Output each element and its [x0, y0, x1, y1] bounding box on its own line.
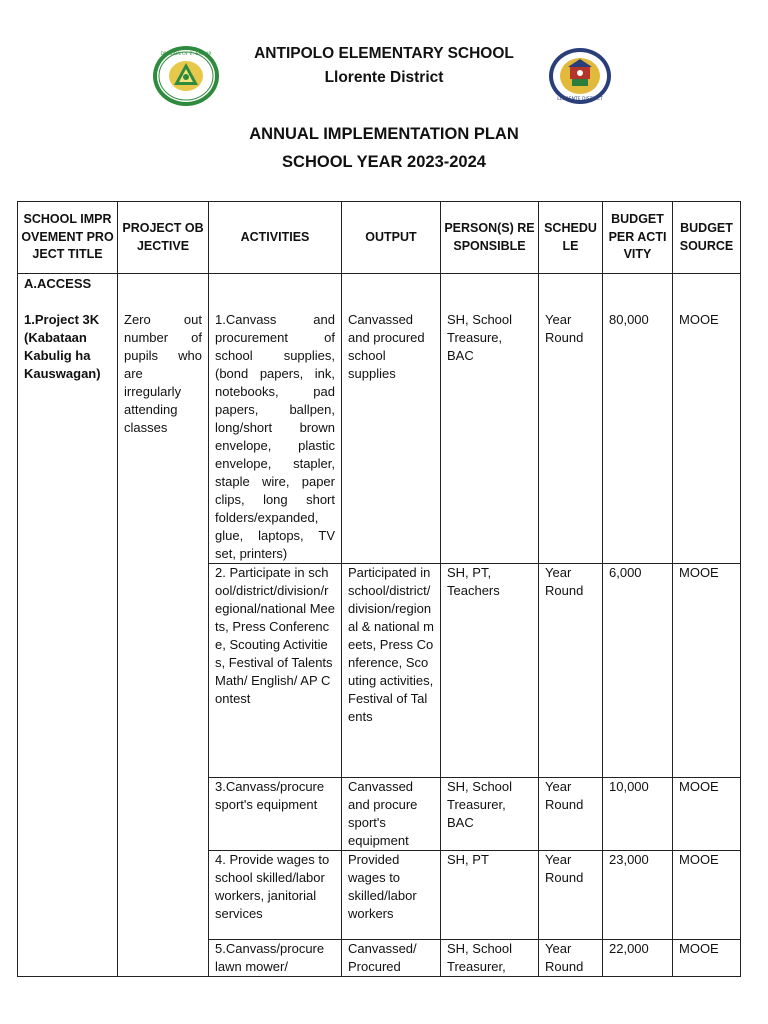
source-cell: MOOE — [673, 274, 741, 564]
budget-cell: 23,000 — [603, 851, 673, 940]
district-name: Llorente District — [324, 69, 444, 86]
source-cell: MOOE — [673, 564, 741, 778]
project-title: 1.Project 3K (Kabataan Kabulig ha Kauswagan) — [24, 312, 101, 381]
persons-cell: SH, School Treasurer, — [441, 940, 539, 977]
column-header: PERSON(S) RESPONSIBLE — [441, 202, 539, 274]
project-objective-cell: Zero out number of pupils who are irregularly attending classes — [118, 274, 209, 977]
schedule-cell: Year Round — [539, 778, 603, 851]
activity-cell: 3.Canvass/procure sport's equipment — [209, 778, 342, 851]
schedule-cell: Year Round — [539, 564, 603, 778]
budget-cell: 80,000 — [603, 274, 673, 564]
budget-cell: 10,000 — [603, 778, 673, 851]
schedule-cell: Year Round — [539, 274, 603, 564]
school-name-block — [0, 42, 768, 90]
column-header: BUDGET SOURCE — [673, 202, 741, 274]
source-cell: MOOE — [673, 778, 741, 851]
persons-cell: SH, PT — [441, 851, 539, 940]
output-cell: Canvassed and procured school supplies — [342, 274, 441, 564]
column-header: OUTPUT — [342, 202, 441, 274]
activity-cell: 5.Canvass/procure lawn mower/ — [209, 940, 342, 977]
source-cell: MOOE — [673, 940, 741, 977]
implementation-plan-table — [17, 201, 741, 977]
table-row — [18, 274, 741, 564]
column-header: SCHOOL IMPROVEMENT PROJECT TITLE — [18, 202, 118, 274]
output-cell: Canvassed and procure sport's equipment — [342, 778, 441, 851]
svg-text:LLORENTE DISTRICT: LLORENTE DISTRICT — [557, 97, 603, 102]
source-cell: MOOE — [673, 851, 741, 940]
output-cell: Canvassed/ Procured — [342, 940, 441, 977]
table-header-row — [18, 202, 741, 274]
budget-cell: 22,000 — [603, 940, 673, 977]
plan-title-block — [0, 120, 768, 176]
schedule-cell: Year Round — [539, 851, 603, 940]
svg-text:DIVISION OF E. SAMAR: DIVISION OF E. SAMAR — [160, 52, 212, 57]
budget-cell: 6,000 — [603, 564, 673, 778]
document-header — [0, 0, 768, 200]
column-header: SCHEDULE — [539, 202, 603, 274]
activity-cell: 2. Participate in school/district/division/regional/national Meets, Press Conference, Scouting Activities, Festival of Talents Math/ English/ AP Contest — [209, 564, 342, 778]
persons-cell: SH, PT, Teachers — [441, 564, 539, 778]
project-title-cell — [18, 274, 118, 977]
section-label: A.ACCESS — [24, 276, 92, 291]
column-header: PROJECT OBJECTIVE — [118, 202, 209, 274]
column-header: BUDGET PER ACTIVITY — [603, 202, 673, 274]
activity-cell: 1.Canvass and procurement of school supplies, (bond papers, ink, notebooks, pad papers, ballpen, long/short brown envelope, plastic envelope, stapler, staple wire, paper clips, long short folders/expanded, glue, laptops, TV set, printers) — [209, 274, 342, 564]
persons-cell: SH, School Treasure, BAC — [441, 274, 539, 564]
school-name: ANTIPOLO ELEMENTARY SCHOOL — [254, 45, 514, 62]
school-seal-logo — [548, 47, 612, 105]
persons-cell: SH, School Treasurer, BAC — [441, 778, 539, 851]
plan-title: ANNUAL IMPLEMENTATION PLAN — [249, 125, 519, 143]
activity-cell: 4. Provide wages to school skilled/labor workers, janitorial services — [209, 851, 342, 940]
output-cell: Participated in school/district/division/regional & national meets, Press Conference, Scouting activities, Festival of Talents — [342, 564, 441, 778]
column-header: ACTIVITIES — [209, 202, 342, 274]
school-year: SCHOOL YEAR 2023-2024 — [282, 153, 486, 171]
schedule-cell: Year Round — [539, 940, 603, 977]
output-cell: Provided wages to skilled/labor workers — [342, 851, 441, 940]
